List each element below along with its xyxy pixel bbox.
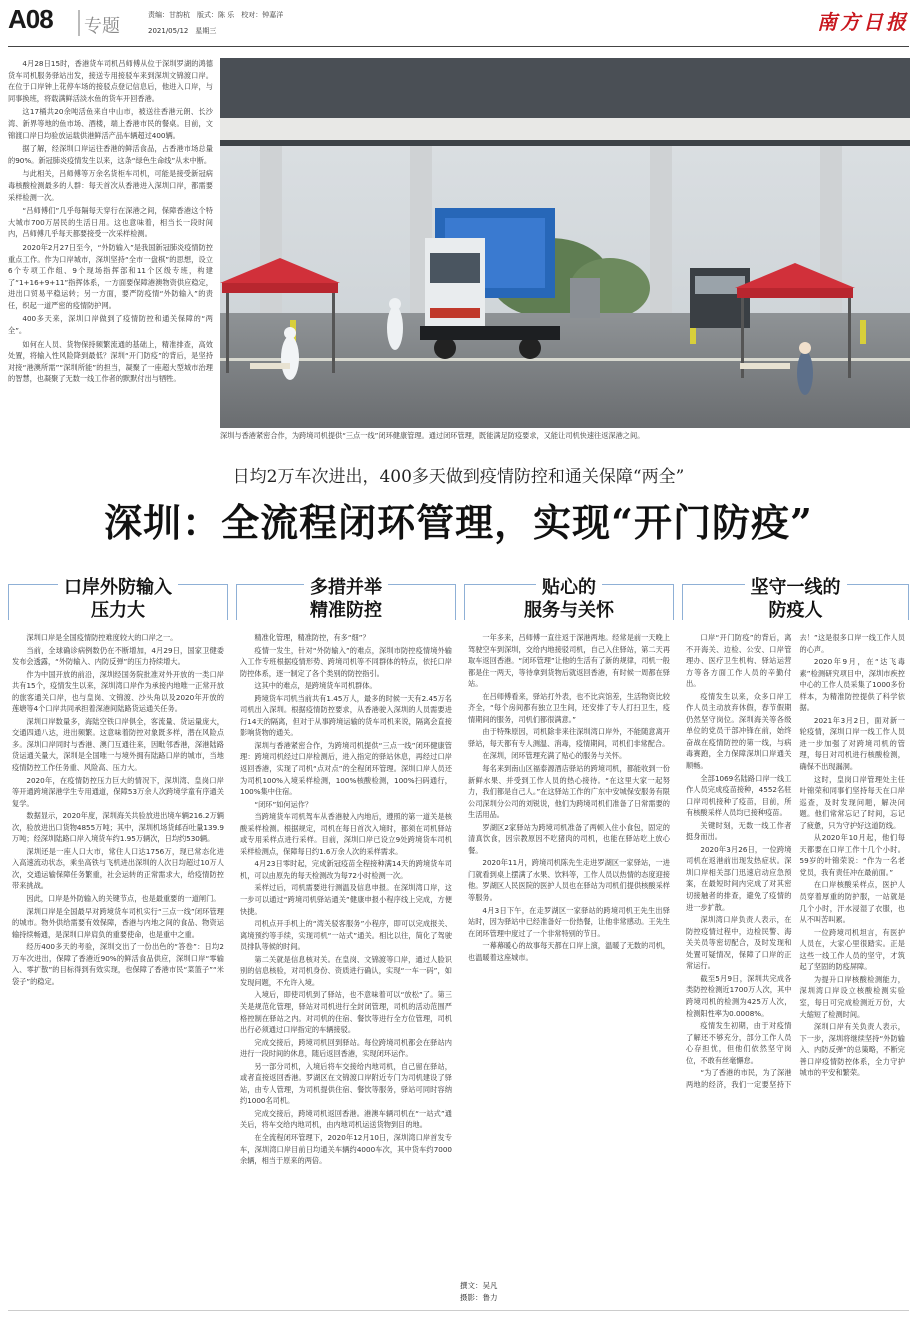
section-name: 专题 bbox=[84, 16, 120, 37]
lead-paragraph: 400多天来，深圳口岸做到了疫情防控和通关保障的“两全”。 bbox=[8, 314, 213, 336]
header-rule bbox=[8, 46, 909, 47]
writer-credit: 撰文：吴凡 bbox=[460, 1281, 498, 1290]
section-title-line: 多措并举 bbox=[304, 576, 388, 599]
paragraph: 在全流程闭环管理下，2020年12月10日，深圳湾口岸首发专车，深圳湾口岸目前日均通关车辆约4000车次，其中货车约7000余辆，相当于原来的两倍。 bbox=[240, 1132, 452, 1166]
section-border-import bbox=[8, 562, 228, 1262]
photographer-credit: 摄影：鲁力 bbox=[460, 1293, 498, 1302]
section-body bbox=[468, 632, 670, 1192]
byline bbox=[460, 1280, 498, 1304]
paragraph: 深圳还是一座人口大市，常住人口达1756万，现已常态化进入高速流动状态，乘坐高铁与飞机进出深圳的人次日均超过10万人次，交通运输保障任务繁重，社会运转的正常需求大，给疫情防控带来挑战。 bbox=[12, 846, 224, 891]
paragraph: 从2020年10月起，他们每天都要在口岸工作十几个小时。59岁的叶锦荣说：“作为一名老党员，我有责任冲在最前面。” bbox=[799, 833, 905, 877]
paragraph: 跨境货车司机当前共有1.45万人，最多的时候一天有2.45万名司机出入深圳。根据疫情防控要求，从香港驶入深圳的人员需要进行14天的隔离，但对于从事跨境运输的货车司机来说，隔离会直接影响货物的通关。 bbox=[240, 693, 452, 738]
section-title-line: 贴心的 bbox=[536, 576, 602, 599]
paragraph: 截至5月9日，深圳共完成各类防控检测近1700万人次，其中跨境司机的检测为425万人次，检测阳性率为0.0008%。 bbox=[686, 973, 792, 1018]
paragraph: 由于特殊原因，司机除非来往深圳湾口岸外，不能随意离开驿站，每天都有专人测温、消毒，疫情期间，司机们非常配合。 bbox=[468, 727, 670, 748]
paragraph: 4月3日下午，在走罗湖区一家驿站的跨境司机王先生出驿站时，因为驿站中已经准备好一份热餐，让他非常感动。王先生在闭环管理中度过了一个非常特别的节日。 bbox=[468, 905, 670, 938]
paragraph: 这其中的难点，是跨境货车司机群体。 bbox=[254, 681, 377, 691]
photo-caption: 深圳与香港紧密合作，为跨境司机提供“三点一线”闭环健康管理。通过闭环管理，既能满足防疫要求，又能让司机快速往返深港之间。 bbox=[220, 431, 645, 440]
paragraph: 第二关就是信息核对关。在皇岗、文锦渡等口岸，通过人脸识别的信息核验，对司机身份、资质进行确认，实现“一车一码”，如发现问题，不允许入境。 bbox=[240, 954, 452, 987]
section-title bbox=[236, 576, 456, 622]
paragraph: 入境后，即使司机到了驿站，也不意味着可以“放松”了。第三关是规范化管理，驿站对司机进行全封闭管理，司机的活动范围严格控制在驿站之内。对司机的住宿、餐饮等进行全方位管理，司机出行必须通过口岸指定的车辆接驳。 bbox=[240, 990, 452, 1035]
section-frontline-workers bbox=[682, 562, 909, 1262]
paragraph: 2021年3月2日，面对新一轮疫情，深圳口岸一线工作人员进一步加强了对跨境司机的管理，每日对司机进行核酸检测，确保不出现漏洞。 bbox=[799, 715, 905, 772]
section-service-care bbox=[464, 562, 674, 1262]
paragraph: 一幕幕暖心的故事每天都在口岸上演，温暖了无数的司机，也温暖着这座城市。 bbox=[468, 941, 670, 962]
section-title bbox=[8, 576, 228, 622]
paragraph: 在吕师傅看来，驿站打外表，也不比宾馆差，生活物资比较齐全，“每个房间都有独立卫生间，还安排了专人打扫卫生，疫情期间的服务，司机们都很满意。” bbox=[468, 691, 670, 724]
paragraph: 采样过后，司机需要进行测温及信息申报。在深圳湾口岸，这一步可以通过“跨境司机驿站通关”健康申报小程序线上完成，方便快捷。 bbox=[240, 883, 452, 916]
paragraph: 因此，口岸是外防输入的关键节点，也是最重要的一道闸门。 bbox=[26, 894, 221, 904]
paragraph: 作为中国开放的前沿，深圳经国务院批准对外开放的一类口岸共有15个，疫情发生以来，深圳湾口岸作为承接内地唯一正常开放的旅客通关口岸，也与皇岗、文锦渡、沙头角以及2020年开放的莲塘等4个口岸共同承担着深港间陆路货运通关任务。 bbox=[12, 669, 224, 714]
lead-paragraph: 4月28日15时，香港货车司机吕师傅从位于深圳罗湖的鸿德货车司机服务驿站出发，接送专用接驳车来到深圳文锦渡口岸。在位于口岸钟上花停车场的接驳点登记信息后，他进入口岸，与同事换班，将载满鲜活淡水鱼的货车开回香港。 bbox=[8, 59, 213, 103]
paragraph: 深圳湾口岸负责人表示，在防控疫情过程中，边检民警、海关关员等密切配合，及时发现和处置可疑情况，保障了口岸的正常运行。 bbox=[686, 915, 792, 971]
paragraph: 深圳与香港紧密合作，为跨境司机提供“三点一线”闭环健康管理：跨境司机经过口岸检测后，进入指定的驿站休息，再经过口岸返回香港，实现了司机“点对点”的全程闭环管理。深圳口岸人员还为司机100%入境采样检测，100%核酸检测，100%扫码通行，100%集中住宿。 bbox=[240, 740, 452, 797]
main-headline: 深圳：全流程闭环管理，实现“开门防疫” bbox=[104, 500, 813, 545]
section-title-line: 口岸外防输入 bbox=[58, 576, 178, 599]
paragraph: 2020年，在疫情防控压力巨大的情况下，深圳湾、皇岗口岸等开通跨境深港学生专用通道，保障53万余人次跨境学童有序通关复学。 bbox=[12, 775, 224, 808]
paragraph: 为提升口岸核酸检测能力，深圳湾口岸设立核酸检测实验室，每日可完成检测近万份，大大缩短了检测时间。 bbox=[799, 974, 905, 1019]
issue-date: 2021/05/12 星期三 bbox=[148, 27, 217, 35]
section-title bbox=[464, 576, 674, 622]
paragraph: 4月23日零时起，完成新冠疫苗全程接种满14天的跨境货车司机，可以由原先的每天检测改为每72小时检测一次。 bbox=[240, 859, 452, 880]
paragraph: 2020年9月，在“达飞毒素”检测研究项目中，深圳市疾控中心的工作人员采集了1000多份样本，为精准防控提供了科学依据。 bbox=[799, 657, 905, 713]
paragraph: “闭环”如何运作？ bbox=[254, 799, 313, 809]
section-body bbox=[686, 632, 905, 1262]
section-title-line: 坚守一线的 bbox=[745, 576, 847, 599]
lead-paragraph: 如何在人员、货物保持频繁流通的基础上，精准排查，高效处置，将输入性风险降到最低？深圳“开门防疫”的背后，是坚持对接“港澳所需”“深圳所能”的担当，凝聚了一座超大型城市治理的智慧，也凝聚了无数一线工作者的默默付出与牺牲。 bbox=[8, 339, 213, 384]
paragraph: 2020年11月，跨境司机陈先生走进罗湖区一家驿站，一进门就看到桌上摆满了水果、饮料等，工作人员以热情的态度迎接他。罗湖区人民医院的医护人员也在驿站为司机们提供核酸采样等服务。 bbox=[468, 858, 670, 903]
section-precise-control bbox=[236, 562, 456, 1262]
section-title-line: 服务与关怀 bbox=[518, 599, 620, 622]
paragraph: 一年多来，吕师傅一直往返于深港两地。经常是前一天晚上驾驶空车到深圳，交给内地接驳司机，自己入住驿站，第二天再取车返回香港。“闭环管理”让他的生活有了新的规律，司机一般都是住一两天，等待拿到货物后就返回香港，有时候一周都在驿站。 bbox=[468, 633, 670, 689]
port-checkpoint-illustration bbox=[220, 58, 910, 428]
paragraph: 另一部分司机，入境后将车交接给内地司机，自己留在驿站，或者直接返回香港。罗湖区在文锦渡口岸附近专门为司机建设了驿站，由专人管理，为司机提供住宿、餐饮等服务，驿站可同时容纳约1000名司机。 bbox=[240, 1061, 452, 1106]
paragraph: 深圳口岸是全国疫情防控难度较大的口岸之一。 bbox=[26, 633, 178, 642]
section-body bbox=[12, 632, 224, 1262]
lead-paragraph: 这17桶共20余吨活鱼来自中山市，被送往香港元朗、长沙湾、新界等地的鱼市场、酒楼，端上香港市民的餐桌。目前，文锦渡口岸日均验放运载供港鲜活产品车辆超过400辆。 bbox=[8, 107, 213, 140]
page-number: A08 bbox=[8, 4, 53, 34]
paragraph: 司机点开手机上的“湾关驳客服务”小程序，即可以完成报关、离境预约等手续，实现司机“一站式”通关。相比以往，简化了驾驶员排队等候的时间。 bbox=[240, 919, 452, 952]
paragraph: 这时，皇岗口岸管理处主任叶锦荣和同事们坚持每天在口岸巡查，及时发现问题，解决问题。他们常常忘记了时间，忘记了疲惫，只为守护好这道防线。 bbox=[799, 774, 905, 830]
header-divider bbox=[78, 10, 80, 36]
paragraph: 口岸“开门防疫”的背后，离不开海关、边检、公安、口岸管理办、医疗卫生机构、驿站运营方等各方面工作人员的辛勤付出。 bbox=[686, 633, 792, 689]
lead-paragraph: 与此相关，吕师傅等万余名货柜车司机，可能是接受新冠病毒核酸检测最多的人群：每天首次从香港进入深圳口岸，都需要采样检测一次。 bbox=[8, 169, 213, 202]
lead-paragraph: 2020年2月27日至今，“外防输入”是我国新冠肺炎疫情防控重点工作。作为口岸城市，深圳坚持“全市一盘棋”的思想，设立6个专项工作组、9个现场指挥部和11个区级专班，构建了“1+16+9+11”指挥体系，一方面要保障港澳物资供应稳定，进出口贸易平稳运转；另一方面，要严防疫情“外防输入”的责任，织起一道严密的疫情防护网。 bbox=[8, 242, 213, 310]
paragraph: 疫情发生初期，由于对疫情了解还不够充分，部分工作人员心存担忧，但他们依然坚守岗位，不敢有丝毫懈怠。 bbox=[686, 1021, 792, 1065]
paragraph: 2020年3月26日，一位跨境司机在返港前出现发热症状。深圳口岸相关部门迅速启动应急预案，在最短时间内完成了对其密切接触者的排查，避免了疫情的进一步扩散。 bbox=[686, 844, 792, 912]
paragraph: 关键时刻，无数一线工作者挺身而出。 bbox=[686, 820, 792, 842]
lead-paragraph: “吕师傅们”几乎每隔每天穿行在深港之间，保障香港这个特大城市700万居民的生活日用。这也意味着，相当长一段时间内，吕师傅几乎每天都要接受一次采样检测。 bbox=[8, 206, 213, 239]
paragraph: 完成交接后，跨境司机回到驿站。每位跨境司机都会在驿站内进行一段时间的休息，随后返回香港，实现闭环运作。 bbox=[240, 1037, 452, 1059]
section-title-line: 压力大 bbox=[85, 599, 151, 622]
paragraph: “为了香港的市民，为了深港两地的经济，我们一定要坚持下去！”这是很多口岸一线工作人员的心声。 bbox=[686, 633, 905, 1089]
paragraph: 一位跨境司机坦言，有医护人员在，大家心里很踏实。正是这些一线工作人员的坚守，才筑起了坚固的防疫屏障。 bbox=[799, 927, 905, 972]
news-photo bbox=[220, 58, 910, 428]
paragraph: 深圳口岸数量多，海陆空铁口岸俱全，客流量、货运量庞大，交通四通八达，进出频繁。这意味着防控对象既多样，潜在风险点多。深圳口岸同时与香港、澳门互通往来，因毗邻香港，深港陆路货运通关量大，深圳是全国唯一与境外拥有陆路口岸的城市，当地疫情防控工作任务重、风险高、压力大。 bbox=[12, 716, 224, 773]
lead-paragraph: 据了解，经深圳口岸运往香港的鲜活食品，占香港市场总量的90%。新冠肺炎疫情发生以来，这条“绿色生命线”从未中断。 bbox=[8, 144, 213, 165]
newspaper-logo: 南方日报 bbox=[817, 10, 909, 34]
section-title-line: 防疫人 bbox=[763, 599, 829, 622]
paragraph: 疫情一发生，针对“外防输入”的难点，深圳市防控疫情境外输入工作专班根据疫情形势、跨境司机等不同群体的特点，依托口岸防控体系，逐一制定了各个类别的防控指引。 bbox=[240, 645, 452, 678]
page-header bbox=[8, 4, 909, 48]
paragraph: 当跨境货车司机驾车从香港驶入内地后，遵照的第一道关是核酸采样检测。根据规定，司机在每日首次入境时，都须在司机驿站或专用采样点进行采样。目前，深圳口岸已设立9处跨境货车司机采样检测点，保障每日约1.6万余人次的采样需求。 bbox=[240, 812, 452, 856]
paragraph: 深圳口岸是全国最早对跨境货车司机实行“三点一线”闭环管理的城市。物外供给需要有效保障，香港与内地之间的食品、物资运输持续畅通，是深圳口岸肩负的重要使命，也是重中之重。 bbox=[12, 906, 224, 939]
paragraph: 深圳口岸有关负责人表示，下一步，深圳将继续坚持“外防输入、内防反弹”的总策略，不断完善口岸疫情防控体系，全力守护城市的平安和繁荣。 bbox=[799, 1022, 905, 1078]
section-title bbox=[682, 576, 909, 622]
bottom-rule bbox=[8, 1310, 909, 1311]
section-body bbox=[240, 632, 452, 1262]
lead-article bbox=[8, 58, 213, 444]
paragraph: 在深圳，闭环管理充满了贴心的服务与关怀。 bbox=[482, 751, 627, 761]
paragraph: 罗湖区2家驿站为跨境司机准备了两顿入住小食包，固定的清真饮食，因宗教原因不吃猪肉的司机，也能在驿站吃上放心餐。 bbox=[468, 822, 670, 855]
paragraph: 每名来到南山区福泰源酒店驿站的跨境司机，都能收到一份新鲜水果、并受到工作人员的热心接待。“在这里大家一起努力，我们都是自己人。”在这驿站工作的广东中安城保安服务有限公司深圳分公司的刘锐说，他们为跨境司机们准备了日常需要的生活用品。 bbox=[468, 764, 670, 820]
paragraph: 疫情发生以来，众多口岸工作人员主动放弃休假，春节假期仍然坚守岗位。深圳海关等各级单位的党员干部冲锋在前，始终奋战在疫情防控的第一线，与病毒赛跑，全力保障深圳口岸通关顺畅。 bbox=[686, 691, 792, 771]
paragraph: 精准化管理，精准防控，有多“细”？ bbox=[254, 633, 370, 642]
paragraph: 当前，全球确诊病例数仍在不断增加，4月29日，国家卫健委发布会透露，“外防输入、内防反弹”的压力持续增大。 bbox=[12, 645, 224, 667]
paragraph: 在口岸核酸采样点，医护人员穿着厚重的防护服，一站就是几个小时，汗水浸湿了衣服，也从不叫苦叫累。 bbox=[799, 880, 905, 925]
paragraph: 经历400多天的考验，深圳交出了一份出色的“答卷”：日均2万车次进出，保障了香港近90%的鲜活食品供应，深圳口岸“零输入、零扩散”的目标得到有效实现，也保障了香港市民“菜篮子”“米袋子”的稳定。 bbox=[12, 942, 224, 986]
paragraph: 数据显示，2020年度，深圳海关共验放进出境车辆216.2万辆次，验放进出口货物4855万吨；其中，深圳机场货邮吞吐量139.9万吨；经深圳陆路口岸入境货车约1.95万辆次，日均约530辆。 bbox=[12, 811, 224, 844]
section-title-line: 精准防控 bbox=[304, 599, 388, 622]
editor-credits: 责编：甘韵杭 版式：陈 乐 校对：钟嘉洋 bbox=[148, 11, 284, 19]
kicker-headline: 日均2万车次进出，400多天做到疫情防控和通关保障“两全” bbox=[232, 467, 685, 487]
paragraph: 全部1069名陆路口岸一线工作人员完成疫苗接种，4552名驻口岸司机接种了疫苗，目前，所有核酸采样人员均已接种疫苗。 bbox=[686, 773, 792, 818]
paragraph: 完成交接后，跨境司机返回香港。港澳车辆司机在“一站式”通关后，将车交给内地司机，由内地司机运送货物到目的地。 bbox=[240, 1108, 452, 1130]
